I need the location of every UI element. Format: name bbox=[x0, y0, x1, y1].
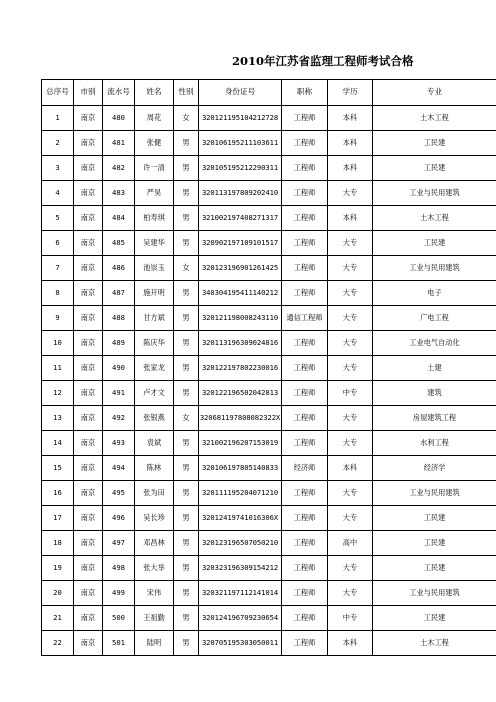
cell-gender: 男 bbox=[174, 331, 199, 356]
cell-serial: 489 bbox=[103, 331, 135, 356]
cell-serial: 485 bbox=[103, 231, 135, 256]
cell-major: 工业与民用建筑 bbox=[373, 481, 496, 506]
cell-index: 4 bbox=[42, 181, 74, 206]
cell-serial: 499 bbox=[103, 581, 135, 606]
cell-city: 南京 bbox=[74, 256, 103, 281]
cell-city: 南京 bbox=[74, 631, 103, 656]
cell-major: 工民建 bbox=[373, 506, 496, 531]
cell-index: 19 bbox=[42, 556, 74, 581]
cell-serial: 491 bbox=[103, 381, 135, 406]
cell-major: 土木工程 bbox=[373, 631, 496, 656]
cell-title: 工程师 bbox=[282, 556, 328, 581]
cell-index: 21 bbox=[42, 606, 74, 631]
cell-title: 工程师 bbox=[282, 281, 328, 306]
cell-id-number: 320681197808082322X bbox=[199, 406, 282, 431]
cell-name: 卢才文 bbox=[135, 381, 174, 406]
header-cell-id-number: 身份证号 bbox=[199, 80, 282, 106]
cell-education: 大专 bbox=[328, 256, 373, 281]
cell-index: 7 bbox=[42, 256, 74, 281]
cell-city: 南京 bbox=[74, 531, 103, 556]
cell-serial: 486 bbox=[103, 256, 135, 281]
cell-gender: 男 bbox=[174, 581, 199, 606]
header-cell-city: 市别 bbox=[74, 80, 103, 106]
cell-index: 10 bbox=[42, 331, 74, 356]
cell-major: 房屋建筑工程 bbox=[373, 406, 496, 431]
cell-id-number: 320106195211103611 bbox=[199, 131, 282, 156]
cell-serial: 498 bbox=[103, 556, 135, 581]
cell-index: 3 bbox=[42, 156, 74, 181]
cell-city: 南京 bbox=[74, 606, 103, 631]
cell-serial: 481 bbox=[103, 131, 135, 156]
cell-major: 工民建 bbox=[373, 556, 496, 581]
cell-education: 本科 bbox=[328, 156, 373, 181]
cell-id-number: 320121195104212728 bbox=[199, 106, 282, 131]
cell-title: 工程师 bbox=[282, 181, 328, 206]
table-row bbox=[42, 256, 496, 281]
cell-city: 南京 bbox=[74, 556, 103, 581]
cell-gender: 男 bbox=[174, 606, 199, 631]
cell-serial: 496 bbox=[103, 506, 135, 531]
cell-index: 6 bbox=[42, 231, 74, 256]
cell-gender: 男 bbox=[174, 456, 199, 481]
cell-id-number: 320122196502042813 bbox=[199, 381, 282, 406]
cell-education: 中专 bbox=[328, 606, 373, 631]
cell-index: 16 bbox=[42, 481, 74, 506]
cell-id-number: 320121198008243110 bbox=[199, 306, 282, 331]
cell-title: 工程师 bbox=[282, 231, 328, 256]
cell-city: 南京 bbox=[74, 306, 103, 331]
cell-gender: 女 bbox=[174, 256, 199, 281]
cell-major: 经济学 bbox=[373, 456, 496, 481]
table-row bbox=[42, 581, 496, 606]
cell-index: 11 bbox=[42, 356, 74, 381]
cell-city: 南京 bbox=[74, 356, 103, 381]
cell-title: 工程师 bbox=[282, 331, 328, 356]
cell-education: 大专 bbox=[328, 406, 373, 431]
cell-education: 大专 bbox=[328, 181, 373, 206]
cell-city: 南京 bbox=[74, 206, 103, 231]
cell-city: 南京 bbox=[74, 106, 103, 131]
table-header-row bbox=[42, 80, 496, 106]
cell-serial: 484 bbox=[103, 206, 135, 231]
document-title: 2010年江苏省监理工程师考试合格 bbox=[232, 54, 414, 68]
cell-major: 工业与民用建筑 bbox=[373, 256, 496, 281]
cell-id-number: 320123196901261425 bbox=[199, 256, 282, 281]
cell-education: 本科 bbox=[328, 206, 373, 231]
cell-education: 高中 bbox=[328, 531, 373, 556]
cell-serial: 500 bbox=[103, 606, 135, 631]
cell-major: 工业与民用建筑 bbox=[373, 581, 496, 606]
cell-city: 南京 bbox=[74, 131, 103, 156]
cell-major: 工业与民用建筑 bbox=[373, 181, 496, 206]
cell-index: 12 bbox=[42, 381, 74, 406]
cell-gender: 男 bbox=[174, 131, 199, 156]
cell-serial: 501 bbox=[103, 631, 135, 656]
cell-major: 工业电气自动化 bbox=[373, 331, 496, 356]
cell-education: 中专 bbox=[328, 381, 373, 406]
cell-id-number: 320323196309154212 bbox=[199, 556, 282, 581]
cell-id-number: 320105195212290311 bbox=[199, 156, 282, 181]
cell-gender: 女 bbox=[174, 406, 199, 431]
table-row bbox=[42, 131, 496, 156]
cell-title: 工程师 bbox=[282, 131, 328, 156]
cell-index: 14 bbox=[42, 431, 74, 456]
header-cell-name: 姓名 bbox=[135, 80, 174, 106]
cell-major: 水利工程 bbox=[373, 431, 496, 456]
cell-index: 5 bbox=[42, 206, 74, 231]
cell-id-number: 320122197802230016 bbox=[199, 356, 282, 381]
table-row bbox=[42, 481, 496, 506]
cell-city: 南京 bbox=[74, 181, 103, 206]
cell-major: 土木工程 bbox=[373, 106, 496, 131]
cell-title: 工程师 bbox=[282, 581, 328, 606]
cell-major: 建筑 bbox=[373, 381, 496, 406]
cell-id-number: 320113196309024816 bbox=[199, 331, 282, 356]
cell-city: 南京 bbox=[74, 581, 103, 606]
cell-name: 邓昌林 bbox=[135, 531, 174, 556]
cell-id-number: 340304195411140212 bbox=[199, 281, 282, 306]
table-row bbox=[42, 556, 496, 581]
cell-education: 本科 bbox=[328, 456, 373, 481]
cell-serial: 487 bbox=[103, 281, 135, 306]
cell-title: 工程师 bbox=[282, 406, 328, 431]
cell-index: 15 bbox=[42, 456, 74, 481]
cell-id-number: 320123196507050210 bbox=[199, 531, 282, 556]
cell-id-number: 321002196207153019 bbox=[199, 431, 282, 456]
cell-name: 袁斌 bbox=[135, 431, 174, 456]
cell-id-number: 320124196709230654 bbox=[199, 606, 282, 631]
cell-city: 南京 bbox=[74, 281, 103, 306]
cell-gender: 男 bbox=[174, 306, 199, 331]
cell-title: 工程师 bbox=[282, 156, 328, 181]
cell-major: 工民建 bbox=[373, 156, 496, 181]
header-cell-major: 专业 bbox=[373, 80, 496, 106]
cell-major: 工民建 bbox=[373, 231, 496, 256]
cell-name: 张大举 bbox=[135, 556, 174, 581]
cell-index: 8 bbox=[42, 281, 74, 306]
cell-index: 18 bbox=[42, 531, 74, 556]
table-row bbox=[42, 531, 496, 556]
cell-gender: 男 bbox=[174, 556, 199, 581]
cell-serial: 494 bbox=[103, 456, 135, 481]
cell-serial: 490 bbox=[103, 356, 135, 381]
cell-education: 大专 bbox=[328, 231, 373, 256]
cell-gender: 男 bbox=[174, 431, 199, 456]
cell-index: 1 bbox=[42, 106, 74, 131]
cell-title: 工程师 bbox=[282, 506, 328, 531]
cell-name: 周花 bbox=[135, 106, 174, 131]
cell-gender: 男 bbox=[174, 181, 199, 206]
table-row bbox=[42, 306, 496, 331]
cell-name: 陈林 bbox=[135, 456, 174, 481]
cell-name: 张健 bbox=[135, 131, 174, 156]
cell-name: 陈庆华 bbox=[135, 331, 174, 356]
table-row bbox=[42, 456, 496, 481]
cell-title: 工程师 bbox=[282, 531, 328, 556]
cell-gender: 男 bbox=[174, 506, 199, 531]
cell-gender: 男 bbox=[174, 231, 199, 256]
cell-id-number: 320111195204071210 bbox=[199, 481, 282, 506]
cell-title: 经济师 bbox=[282, 456, 328, 481]
cell-serial: 495 bbox=[103, 481, 135, 506]
cell-gender: 男 bbox=[174, 156, 199, 181]
table-row bbox=[42, 106, 496, 131]
cell-serial: 497 bbox=[103, 531, 135, 556]
cell-id-number: 320705195303050011 bbox=[199, 631, 282, 656]
cell-index: 17 bbox=[42, 506, 74, 531]
cell-serial: 488 bbox=[103, 306, 135, 331]
cell-city: 南京 bbox=[74, 331, 103, 356]
table-row bbox=[42, 356, 496, 381]
cell-major: 电子 bbox=[373, 281, 496, 306]
cell-education: 大专 bbox=[328, 431, 373, 456]
header-cell-serial: 流水号 bbox=[103, 80, 135, 106]
cell-id-number: 320321197112141014 bbox=[199, 581, 282, 606]
cell-major: 工民建 bbox=[373, 606, 496, 631]
table-row bbox=[42, 506, 496, 531]
table-row bbox=[42, 631, 496, 656]
cell-gender: 男 bbox=[174, 206, 199, 231]
cell-education: 大专 bbox=[328, 331, 373, 356]
cell-serial: 483 bbox=[103, 181, 135, 206]
cell-city: 南京 bbox=[74, 431, 103, 456]
cell-index: 22 bbox=[42, 631, 74, 656]
table-row bbox=[42, 231, 496, 256]
cell-education: 大专 bbox=[328, 556, 373, 581]
cell-major: 工民建 bbox=[373, 131, 496, 156]
cell-name: 施开明 bbox=[135, 281, 174, 306]
cell-education: 大专 bbox=[328, 356, 373, 381]
table-row bbox=[42, 331, 496, 356]
cell-index: 20 bbox=[42, 581, 74, 606]
cell-name: 池崇玉 bbox=[135, 256, 174, 281]
cell-city: 南京 bbox=[74, 506, 103, 531]
cell-education: 大专 bbox=[328, 581, 373, 606]
table-row bbox=[42, 206, 496, 231]
cell-education: 本科 bbox=[328, 131, 373, 156]
cell-serial: 482 bbox=[103, 156, 135, 181]
cell-index: 2 bbox=[42, 131, 74, 156]
cell-name: 吴长珍 bbox=[135, 506, 174, 531]
cell-city: 南京 bbox=[74, 381, 103, 406]
cell-serial: 493 bbox=[103, 431, 135, 456]
header-cell-gender: 性别 bbox=[174, 80, 199, 106]
cell-serial: 480 bbox=[103, 106, 135, 131]
cell-name: 陆明 bbox=[135, 631, 174, 656]
candidate-table bbox=[41, 79, 496, 656]
cell-gender: 女 bbox=[174, 106, 199, 131]
cell-education: 大专 bbox=[328, 281, 373, 306]
cell-title: 通信工程师 bbox=[282, 306, 328, 331]
table-row bbox=[42, 406, 496, 431]
cell-title: 工程师 bbox=[282, 206, 328, 231]
cell-id-number: 320106197805140833 bbox=[199, 456, 282, 481]
cell-title: 工程师 bbox=[282, 431, 328, 456]
cell-major: 工民建 bbox=[373, 531, 496, 556]
cell-name: 张为田 bbox=[135, 481, 174, 506]
cell-education: 本科 bbox=[328, 106, 373, 131]
cell-gender: 男 bbox=[174, 281, 199, 306]
cell-title: 工程师 bbox=[282, 606, 328, 631]
cell-serial: 492 bbox=[103, 406, 135, 431]
cell-education: 大专 bbox=[328, 506, 373, 531]
cell-name: 宋伟 bbox=[135, 581, 174, 606]
header-cell-index: 总序号 bbox=[42, 80, 74, 106]
table-row bbox=[42, 181, 496, 206]
cell-gender: 男 bbox=[174, 381, 199, 406]
cell-city: 南京 bbox=[74, 231, 103, 256]
cell-major: 广电工程 bbox=[373, 306, 496, 331]
cell-title: 工程师 bbox=[282, 631, 328, 656]
header-cell-title: 职称 bbox=[282, 80, 328, 106]
cell-gender: 男 bbox=[174, 531, 199, 556]
cell-id-number: 320113197809202410 bbox=[199, 181, 282, 206]
cell-title: 工程师 bbox=[282, 256, 328, 281]
table-row bbox=[42, 431, 496, 456]
table-row bbox=[42, 156, 496, 181]
cell-name: 王祖勤 bbox=[135, 606, 174, 631]
cell-gender: 男 bbox=[174, 631, 199, 656]
cell-major: 土木工程 bbox=[373, 206, 496, 231]
cell-id-number: 320902197109101517 bbox=[199, 231, 282, 256]
cell-education: 大专 bbox=[328, 306, 373, 331]
cell-index: 9 bbox=[42, 306, 74, 331]
cell-education: 大专 bbox=[328, 481, 373, 506]
cell-city: 南京 bbox=[74, 156, 103, 181]
cell-name: 张银燕 bbox=[135, 406, 174, 431]
cell-name: 严昊 bbox=[135, 181, 174, 206]
cell-name: 许一清 bbox=[135, 156, 174, 181]
cell-major: 土建 bbox=[373, 356, 496, 381]
header-cell-education: 学历 bbox=[328, 80, 373, 106]
table-row bbox=[42, 381, 496, 406]
cell-city: 南京 bbox=[74, 456, 103, 481]
table-row bbox=[42, 606, 496, 631]
cell-title: 工程师 bbox=[282, 381, 328, 406]
cell-gender: 男 bbox=[174, 481, 199, 506]
cell-city: 南京 bbox=[74, 481, 103, 506]
cell-title: 工程师 bbox=[282, 106, 328, 131]
table-row bbox=[42, 281, 496, 306]
cell-name: 柏寿琪 bbox=[135, 206, 174, 231]
cell-city: 南京 bbox=[74, 406, 103, 431]
cell-education: 本科 bbox=[328, 631, 373, 656]
cell-gender: 男 bbox=[174, 356, 199, 381]
cell-name: 甘方斌 bbox=[135, 306, 174, 331]
cell-id-number: 32012419741016306X bbox=[199, 506, 282, 531]
cell-name: 吴建华 bbox=[135, 231, 174, 256]
cell-id-number: 321002197408271317 bbox=[199, 206, 282, 231]
cell-name: 张家龙 bbox=[135, 356, 174, 381]
cell-index: 13 bbox=[42, 406, 74, 431]
cell-title: 工程师 bbox=[282, 356, 328, 381]
cell-title: 工程师 bbox=[282, 481, 328, 506]
